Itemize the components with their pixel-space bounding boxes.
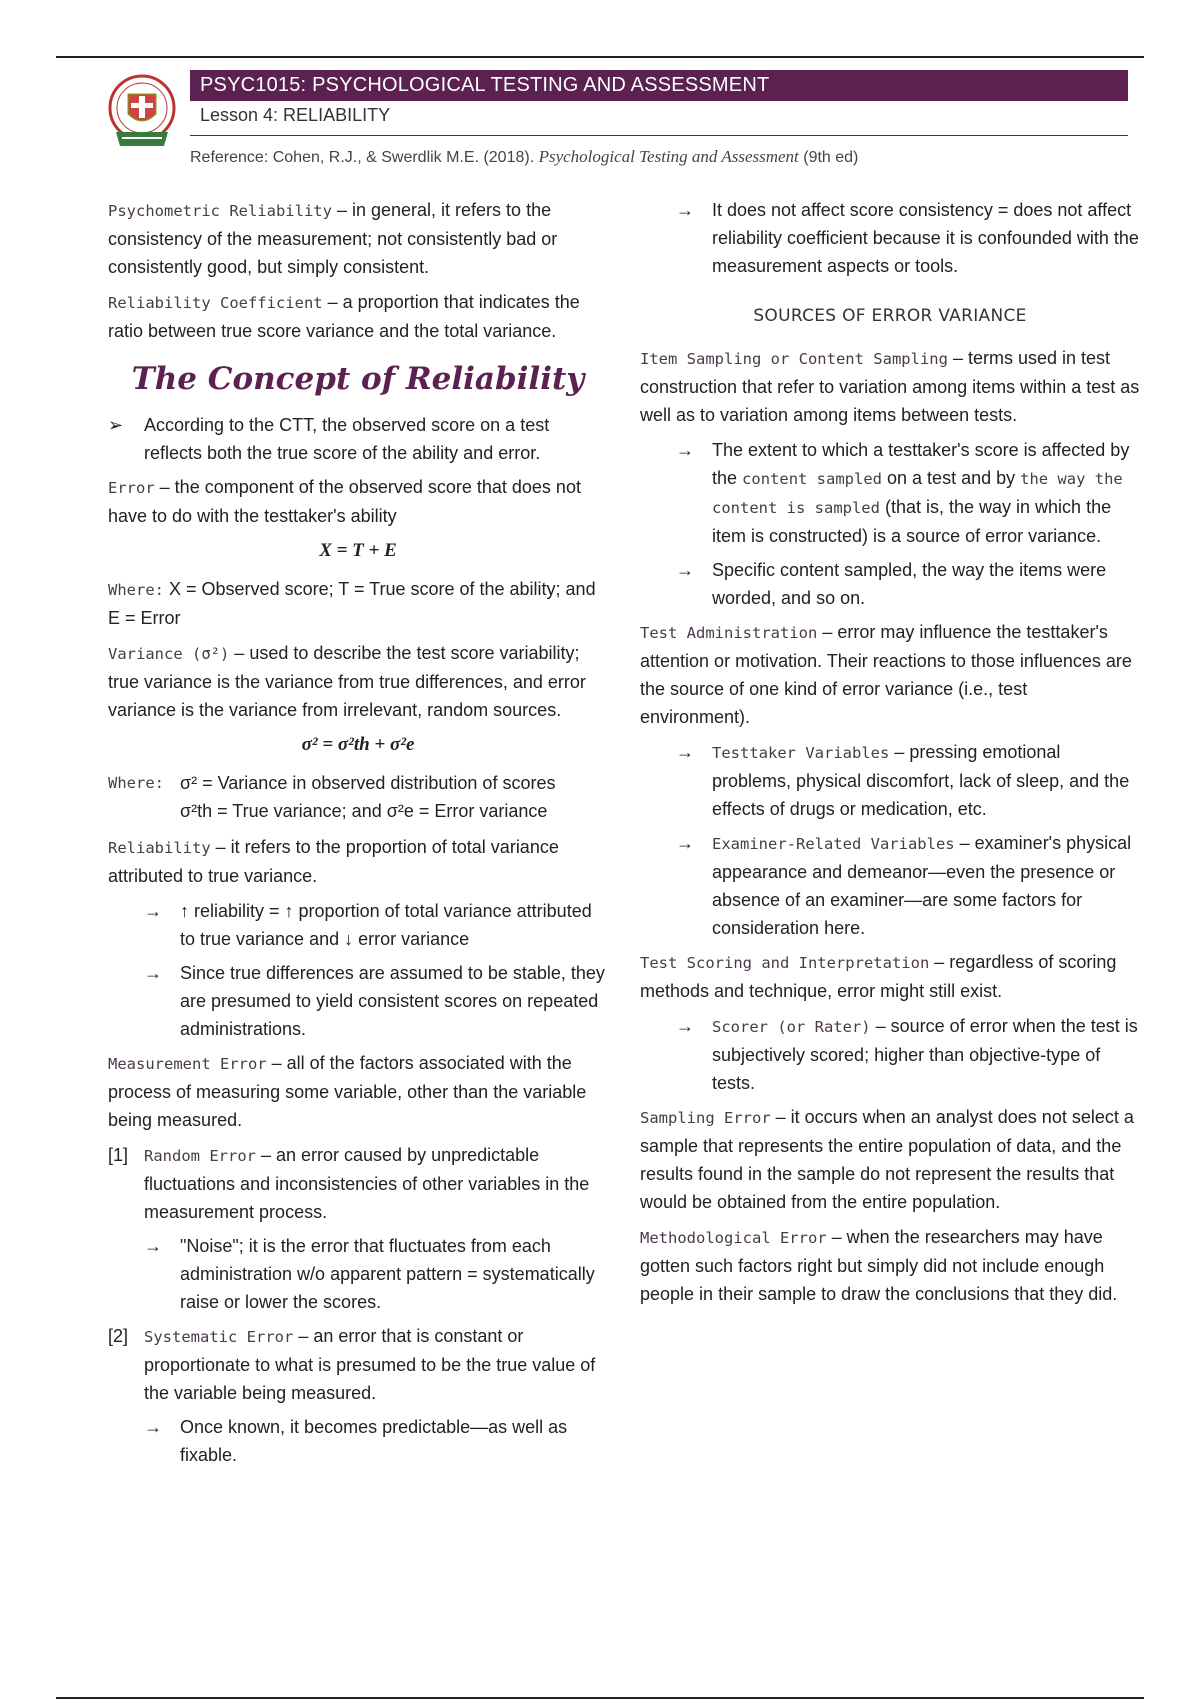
arrow-right-icon: → (676, 742, 694, 762)
arrow-text: Specific content sampled, the way the items were worded, and so on. (712, 560, 1107, 608)
sources-heading: SOURCES OF ERROR VARIANCE (753, 306, 1027, 326)
item-sampling-arrow-1 (676, 436, 1140, 550)
systematic-error-item (108, 1322, 608, 1407)
term: Variance (σ²) (108, 645, 230, 663)
variance-def (108, 639, 608, 724)
reliability-arrow-2 (144, 959, 608, 1043)
arrow-right-icon: → (676, 1016, 694, 1036)
methodological-error-def (640, 1223, 1140, 1308)
term: Reliability (108, 839, 211, 857)
reference-book: Psychological Testing and Assessment (538, 147, 799, 166)
reference-label: Reference (190, 149, 264, 166)
arrow-right-icon: → (144, 963, 162, 983)
definition: – examiner's physical appearance and demeanor—even the presence or absence of an examiner—are some factors for consideration here. (712, 833, 1132, 938)
where-variance (108, 769, 608, 825)
arrow-text: (that is, the way in which the item is constructed) is a source of error variance. (712, 497, 1112, 546)
reference-edition: (9th ed) (798, 149, 859, 166)
arrow-text: It does not affect score consistency = does not affect reliability coefficient because it is confounded with the measurement aspects or tools. (712, 200, 1139, 276)
where-text: X = Observed score; T = True score of the ability; and E = Error (108, 579, 596, 628)
term: Examiner-Related Variables (712, 835, 955, 853)
term: Psychometric Reliability (108, 202, 332, 220)
psychometric-reliability-def (108, 196, 608, 281)
right-column (640, 196, 1140, 1315)
term: content sampled (742, 470, 883, 488)
definition: – terms used in test construction that refer to variation among items within a test as well as to variation among items between tests. (640, 348, 1140, 425)
systematic-error-arrow (144, 1413, 608, 1469)
definition: – used to describe the test score variability; true variance is the variance from true differences, and error variance is the variance from irrelevant, random sources. (108, 643, 586, 720)
arrow-right-icon: → (676, 833, 694, 853)
left-column (108, 196, 608, 1475)
ctt-bullet (108, 411, 608, 467)
term: the way the content is sampled (712, 470, 1123, 517)
formula-observed-score: X = T + E (319, 540, 397, 561)
scorer-arrow (676, 1012, 1140, 1097)
definition: – an error caused by unpredictable fluctuations and inconsistencies of other variables in the measurement process. (144, 1145, 590, 1222)
arrow-right-icon: → (144, 901, 162, 921)
where-line-1: σ² = Variance in observed distribution of scores (180, 773, 556, 793)
test-administration-def (640, 618, 1140, 731)
systematic-error-arrow-continued (676, 196, 1140, 280)
reliability-coefficient-def (108, 288, 608, 345)
definition: – regardless of scoring methods and technique, error might still exist. (640, 952, 1117, 1001)
arrowhead-bullet-icon: ➢ (108, 415, 124, 435)
header-divider (190, 135, 1128, 136)
arrow-right-icon: → (144, 1236, 162, 1256)
bullet-text: According to the CTT, the observed score on a test reflects both the true score of the ability and error. (144, 415, 550, 463)
item-number: [2] (108, 1326, 129, 1346)
top-rule (56, 56, 1144, 58)
where-observed (108, 575, 608, 632)
arrow-text: Once known, it becomes predictable—as well as fixable. (180, 1417, 568, 1465)
term: Error (108, 479, 155, 497)
measurement-error-def (108, 1049, 608, 1134)
term: Measurement Error (108, 1055, 267, 1073)
section-title: The Concept of Reliability (131, 361, 585, 397)
random-error-item (108, 1141, 608, 1226)
definition: – it occurs when an analyst does not select a sample that represents the entire population of data, and the results found in the sample do not represent the results that would be obtained from the entire population. (640, 1107, 1134, 1212)
term: Systematic Error (144, 1328, 294, 1346)
reliability-arrow-1 (144, 897, 608, 953)
definition: – source of error when the test is subjectively scored; higher than objective-type of tests. (712, 1016, 1138, 1093)
term: Reliability Coefficient (108, 294, 323, 312)
term: Test Administration (640, 624, 818, 642)
arrow-text: Since true differences are assumed to be stable, they are presumed to yield consistent scores on repeated administrations. (180, 963, 605, 1039)
test-scoring-def (640, 948, 1140, 1005)
definition: – all of the factors associated with the process of measuring some variable, other than the variable being measured. (108, 1053, 587, 1130)
course-title-bar: PSYC1015: PSYCHOLOGICAL TESTING AND ASSESSMENT (190, 70, 1128, 101)
term: Scorer (or Rater) (712, 1018, 871, 1036)
reliability-def (108, 833, 608, 890)
definition: – a proportion that indicates the ratio between true score variance and the total variance. (108, 292, 580, 341)
item-number: [1] (108, 1145, 129, 1165)
where-label: Where: (108, 581, 164, 599)
university-seal-logo (108, 72, 176, 160)
term: Item Sampling or Content Sampling (640, 350, 948, 368)
definition: – pressing emotional problems, physical discomfort, lack of sleep, and the effects of drugs or medication, etc. (712, 742, 1130, 819)
formula-variance: σ² = σ²th + σ²e (301, 734, 415, 755)
reference-text: : Cohen, R.J., & Swerdlik M.E. (2018). (263, 149, 539, 166)
term: Test Scoring and Interpretation (640, 954, 930, 972)
reference-line (190, 147, 858, 167)
term: Methodological Error (640, 1229, 827, 1247)
arrow-text: on a test and by (882, 468, 1021, 488)
definition: – when the researchers may have gotten such factors right but simply did not include enough people in their sample to draw the conclusions that they did. (640, 1227, 1118, 1304)
random-error-arrow (144, 1232, 608, 1316)
term: Testtaker Variables (712, 744, 890, 762)
arrow-text: "Noise"; it is the error that fluctuates from each administration w/o apparent pattern = systematically raise or lower the scores. (180, 1236, 595, 1312)
error-def (108, 473, 608, 530)
where-label: Where: (108, 774, 164, 792)
sampling-error-def (640, 1103, 1140, 1216)
item-sampling-def (640, 344, 1140, 429)
examiner-variables-arrow (676, 829, 1140, 942)
definition: – in general, it refers to the consistency of the measurement; not consistently bad or consistently good, but simply consistent. (108, 200, 558, 277)
definition: – an error that is constant or proportionate to what is presumed to be the true value of the variable being measured. (144, 1326, 596, 1403)
term: Random Error (144, 1147, 256, 1165)
item-sampling-arrow-2 (676, 556, 1140, 612)
arrow-right-icon: → (676, 200, 694, 220)
lesson-title: Lesson 4: RELIABILITY (200, 105, 391, 125)
definition: – the component of the observed score that does not have to do with the testtaker's ability (108, 477, 581, 526)
arrow-text: ↑ reliability = ↑ proportion of total variance attributed to true variance and ↓ error variance (180, 901, 592, 949)
bottom-rule (56, 1697, 1144, 1699)
arrow-text: The extent to which a testtaker's score is affected by the (712, 440, 1130, 488)
definition: – error may influence the testtaker's attention or motivation. Their reactions to those influences are the source of one kind of error variance (i.e., test environment). (640, 622, 1132, 727)
term: Sampling Error (640, 1109, 771, 1127)
arrow-right-icon: → (676, 440, 694, 460)
arrow-right-icon: → (144, 1417, 162, 1437)
definition: – it refers to the proportion of total variance attributed to true variance. (108, 837, 559, 886)
where-line-2: σ²th = True variance; and σ²e = Error variance (180, 801, 548, 821)
testtaker-variables-arrow (676, 738, 1140, 823)
arrow-right-icon: → (676, 560, 694, 580)
